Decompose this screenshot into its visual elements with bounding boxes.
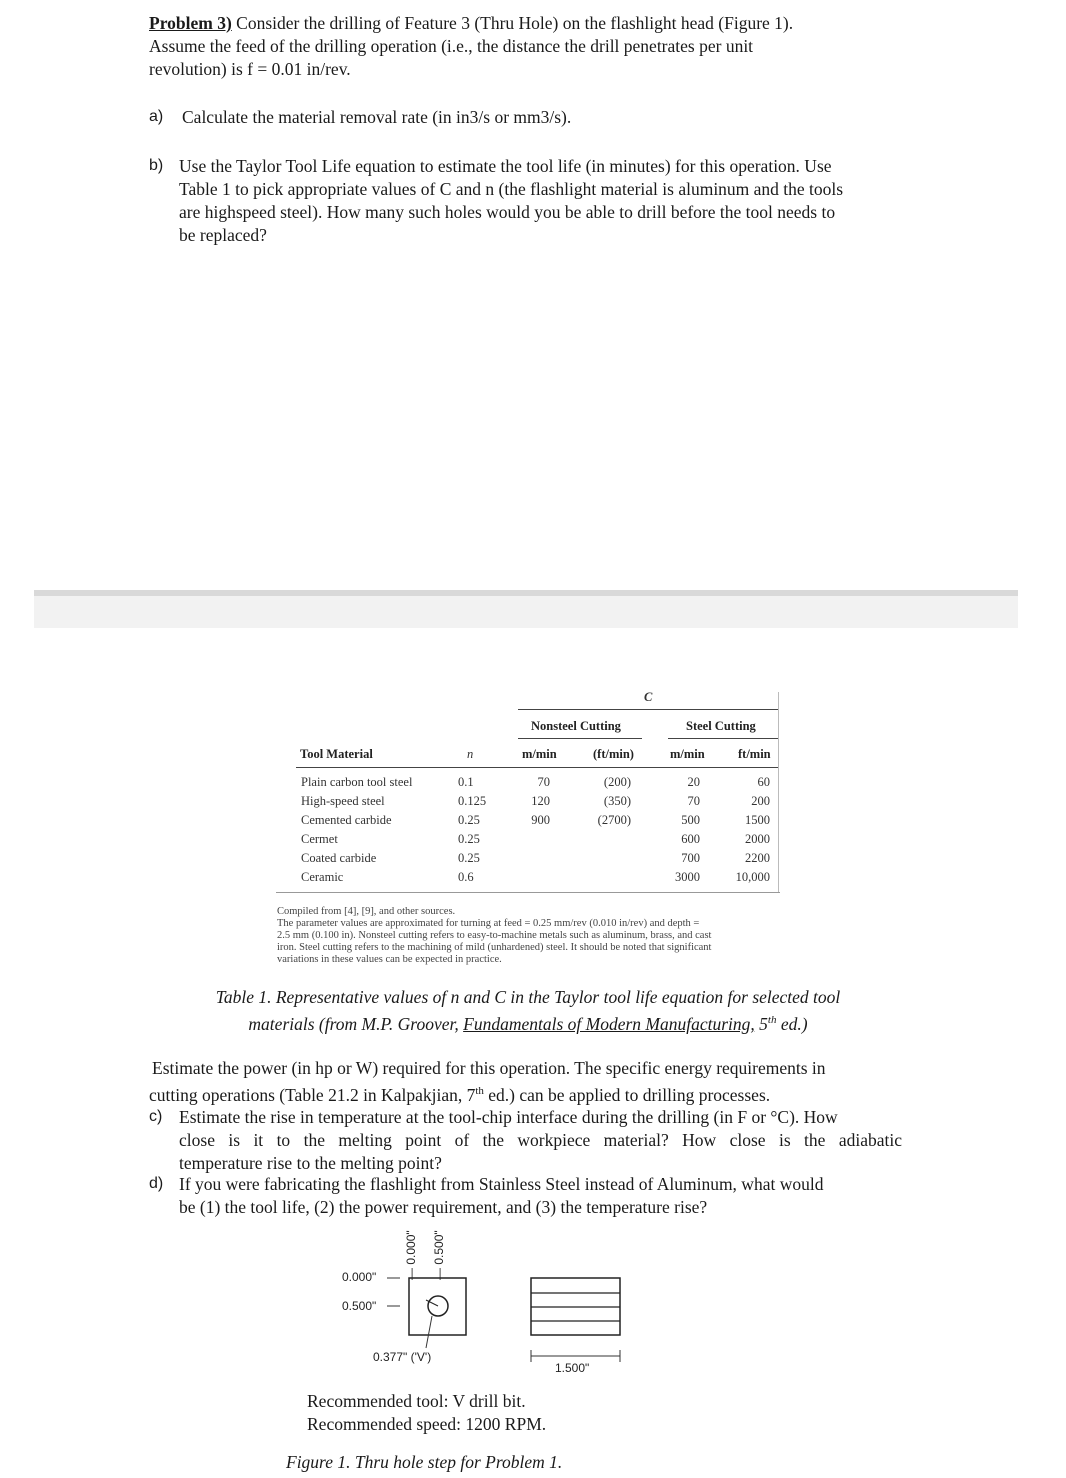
page-top [34, 0, 1018, 590]
item-c-marker: c) [149, 1108, 163, 1125]
table-cell-ns-m: 120 [531, 794, 550, 808]
table-note-2: The parameter values are approximated for turning at feed = 0.25 mm/rev (0.010 in/rev) and depth = [277, 918, 700, 929]
problem-intro-line-1: Consider the drilling of Feature 3 (Thru Hole) on the flashlight head (Figure 1). [231, 13, 794, 33]
item-d-text [179, 1173, 939, 1219]
table-caption-suffix: ed.) [776, 1013, 808, 1034]
table-cell-s-m: 70 [687, 794, 700, 808]
table-cell-n: 0.125 [458, 794, 487, 808]
power-line-1: Estimate the power (in hp or W) required for this operation. The specific energy requirements in [152, 1058, 826, 1078]
table-col-mmin-steel: m/min [670, 747, 705, 761]
table-cell-s-m: 20 [687, 775, 700, 789]
hole-label: 0.377" ('V') [373, 1350, 432, 1364]
item-c-line-3: temperature rise to the melting point? [179, 1153, 442, 1173]
table-cell-s-ft: 200 [751, 794, 770, 808]
table-col-mmin: m/min [522, 747, 557, 761]
table-cell-n: 0.1 [458, 775, 474, 789]
table-cell-n: 0.25 [458, 851, 480, 865]
item-a-text: Calculate the material removal rate (in in3/s or mm3/s). [182, 107, 572, 127]
table-cell-material: Coated carbide [301, 851, 377, 865]
table-cell-n: 0.25 [458, 832, 480, 846]
table-steel-header: Steel Cutting [686, 719, 756, 733]
table-caption-sup: th [767, 1014, 777, 1026]
table-cell-material: Ceramic [301, 870, 344, 884]
side-view-square [409, 1278, 466, 1335]
table-right-edge [778, 692, 779, 892]
table-cell-material: Plain carbon tool steel [301, 775, 413, 789]
item-b-text [179, 155, 939, 247]
dim-v-500: — 0.500" [432, 1230, 446, 1280]
table-notes [277, 906, 787, 966]
table-nonsteel-header: Nonsteel Cutting [531, 719, 621, 733]
table-caption-line-1: Table 1. Representative values of n and C in the Taylor tool life equation for selected tool [215, 987, 841, 1007]
table-header-rule [296, 767, 778, 768]
item-c-text [179, 1106, 902, 1175]
table-cell-s-m: 600 [681, 832, 700, 846]
table-note-5: variations in these values can be expected in practice. [277, 954, 502, 965]
table-cell-n: 0.6 [458, 870, 474, 884]
table-cell-material: High-speed steel [301, 794, 385, 808]
item-d-marker: d) [149, 1175, 164, 1192]
table-caption-prefix: materials (from M.P. Groover, [248, 1013, 464, 1034]
table-caption-edition: 5 [754, 1013, 768, 1034]
table-nonsteel-rule [518, 738, 642, 739]
table-cell-material: Cemented carbide [301, 813, 392, 827]
problem-intro [149, 12, 969, 81]
table-cell-s-ft: 2200 [745, 851, 770, 865]
table-cell-ns-m: 900 [531, 813, 550, 827]
table-caption [130, 986, 926, 1036]
table-col-n: n [467, 747, 474, 761]
table-cell-material: Cermet [301, 832, 338, 846]
recommended-speed: Recommended speed: 1200 RPM. [307, 1414, 547, 1434]
table-cell-ns-ft: (350) [603, 794, 631, 808]
item-d-line-2: be (1) the tool life, (2) the power requirement, and (3) the temperature rise? [179, 1197, 708, 1217]
item-b-line-1: Use the Taylor Tool Life equation to estimate the tool life (in minutes) for this operation. Use [179, 156, 832, 176]
table-c-header: C [644, 690, 653, 704]
item-b-line-3: are highspeed steel). How many such holes would you be able to drill before the tool needs to [179, 202, 836, 222]
recommended-tool: Recommended tool: V drill bit. [307, 1391, 526, 1411]
item-b-marker: b) [149, 157, 164, 174]
table-cell-ns-ft: (200) [603, 775, 631, 789]
table-bottom-rule [276, 892, 780, 893]
hole-leader [426, 1316, 432, 1348]
item-b-line-2: Table 1 to pick appropriate values of C and n (the flashlight material is aluminum and the tools [179, 179, 844, 199]
table-c-rule [518, 709, 778, 710]
table-col-material: Tool Material [300, 747, 373, 761]
power-line-2a: cutting operations (Table 21.2 in Kalpakjian, 7 [149, 1084, 476, 1105]
table-col-ftmin-paren: (ft/min) [593, 747, 634, 761]
dim-h-500: 0.500" [342, 1299, 377, 1313]
problem-intro-line-2: Assume the feed of the drilling operation (i.e., the distance the drill penetrates per unit [149, 36, 754, 56]
figure-caption: Figure 1. Thru hole step for Problem 1. [286, 1452, 563, 1472]
problem-label: Problem 3) [149, 13, 232, 33]
table-note-3: 2.5 mm (0.100 in). Nonsteel cutting refers to easy-to-machine metals such as aluminum, brass, and cast [277, 930, 712, 941]
table-cell-s-m: 3000 [675, 870, 700, 884]
power-line-2b: ed.) can be applied to drilling processes. [483, 1084, 771, 1105]
table-cell-s-ft: 10,000 [735, 870, 770, 884]
power-line-2 [149, 1080, 932, 1107]
table-cell-s-ft: 2000 [745, 832, 770, 846]
table-cell-n: 0.25 [458, 813, 480, 827]
item-c-line-2: close is it to the melting point of the workpiece material? How close is the adiabatic [179, 1130, 902, 1150]
item-d-line-1: If you were fabricating the flashlight from Stainless Steel instead of Aluminum, what would [179, 1174, 824, 1194]
item-b-line-4: be replaced? [179, 225, 267, 245]
table-cell-ns-ft: (2700) [597, 813, 631, 827]
item-a-marker: a) [149, 108, 164, 125]
power-paragraph [149, 1057, 932, 1107]
dim-v-000: — 0.000" [404, 1230, 418, 1280]
table-note-4: iron. Steel cutting refers to the machining of mild (unhardened) steel. It should be noted that significant [277, 942, 712, 953]
table-steel-rule [668, 738, 778, 739]
dim-h-000: 0.000" [342, 1270, 377, 1284]
table-cell-s-ft: 60 [757, 775, 770, 789]
table-caption-line-2 [130, 1009, 926, 1036]
table-cell-s-m: 700 [681, 851, 700, 865]
table-note-1: Compiled from [4], [9], and other sources. [277, 906, 456, 917]
page-separator [34, 590, 1018, 628]
power-sup: th [475, 1085, 484, 1097]
item-c-line-1: Estimate the rise in temperature at the tool-chip interface during the drilling (in F or °C). How [179, 1107, 838, 1127]
table-cell-s-ft: 1500 [745, 813, 770, 827]
width-label: 1.500" [555, 1361, 590, 1375]
table-col-ftmin: ft/min [738, 747, 771, 761]
figure-notes [307, 1390, 546, 1436]
table-cell-s-m: 500 [681, 813, 700, 827]
problem-intro-line-3: revolution) is f = 0.01 in/rev. [149, 59, 351, 79]
table-cell-ns-m: 70 [537, 775, 550, 789]
table-caption-book: Fundamentals of Modern Manufacturing, [463, 1013, 755, 1034]
